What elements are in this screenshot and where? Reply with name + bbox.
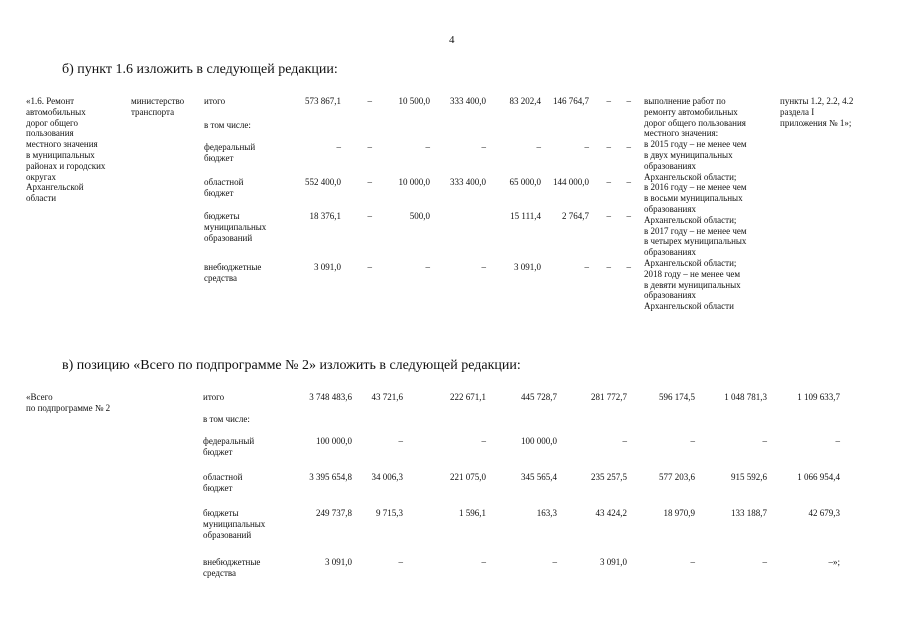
table1-reference: пункты 1.2, 2.2, 4.2: [780, 96, 854, 106]
table2-cell: 3 091,0: [600, 557, 627, 567]
table1-cell: –: [336, 142, 341, 152]
table2-cell: 222 671,1: [450, 392, 486, 402]
table2-cell: 3 395 654,8: [309, 472, 352, 482]
table1-result-text: Архангельской области;: [644, 258, 737, 268]
table1-row-label: муниципальных: [204, 221, 267, 232]
table1-cell: –: [425, 262, 430, 272]
table1-result-text: образованиях: [644, 290, 696, 301]
table1-cell: –: [367, 177, 372, 187]
table2-cell: –: [835, 436, 840, 446]
table2-cell: 249 737,8: [316, 508, 352, 518]
table1-cell: –: [626, 142, 631, 152]
table2-cell: 1 048 781,3: [724, 392, 767, 402]
table1-result-text: в 2015 году – не менее чем: [644, 139, 747, 150]
table1-cell: 15 111,4: [510, 211, 541, 221]
table1-cell: –: [584, 142, 589, 152]
table2-cell: 43 424,2: [595, 508, 627, 518]
table1-executor: транспорта: [131, 106, 175, 117]
table1-result-text: Архангельской области;: [644, 214, 737, 225]
table1-cell: –: [626, 262, 631, 272]
table1-result-text: в 2017 году – не менее чем: [644, 225, 747, 236]
table1-cell: –: [367, 262, 372, 272]
table2-row-label: средства: [203, 567, 237, 578]
table1-row-label: областной: [204, 177, 244, 187]
table1-item-name: в муниципальных: [26, 150, 95, 160]
table2-row-label: итого: [203, 392, 225, 402]
table1-result-text: в четырех муниципальных: [644, 236, 747, 247]
table1-cell: 146 764,7: [553, 96, 589, 106]
table1-cell: 18 376,1: [309, 211, 341, 221]
table2-cell: 163,3: [536, 508, 557, 518]
table2-cell: 281 772,7: [591, 392, 627, 402]
table2-row-label: бюджеты: [203, 508, 239, 518]
section-heading-v: в) позицию «Всего по подпрограмме № 2» изложить в следующей редакции:: [62, 358, 521, 373]
table1-result-text: в двух муниципальных: [644, 150, 733, 160]
table1-item-name: Архангельской: [26, 182, 84, 193]
table1-result-text: Архангельской области: [644, 301, 734, 312]
table1-row-label: бюджеты: [204, 211, 240, 221]
table1-row-label: внебюджетные: [204, 262, 262, 272]
table1-executor: министерство: [131, 96, 185, 106]
table2-cell: 100 000,0: [521, 436, 557, 446]
table2-row-label: бюджет: [203, 446, 233, 457]
table2-cell: 915 592,6: [731, 472, 767, 482]
table2-cell: 34 006,3: [371, 472, 403, 482]
table2-cell: 1 066 954,4: [797, 472, 840, 482]
table1-result-text: в восьми муниципальных: [644, 193, 743, 204]
table2-cell: –: [622, 436, 627, 446]
table1-result-text: образованиях: [644, 247, 696, 258]
table1-item-name: пользования: [26, 128, 74, 139]
table1-row-label: в том числе:: [204, 120, 251, 130]
table1-cell: –: [536, 142, 541, 152]
table2-row-label: образований: [203, 529, 252, 540]
table1-cell: 10 000,0: [398, 177, 430, 187]
table1-cell: –: [481, 262, 486, 272]
table1-cell: –: [584, 262, 589, 272]
table1-cell: 10 500,0: [398, 96, 430, 106]
table2-cell: 3 091,0: [325, 557, 352, 567]
table1-cell: –: [606, 262, 611, 272]
table1-cell: –: [626, 211, 631, 221]
table1-cell: –: [606, 177, 611, 187]
table1-cell: –: [481, 142, 486, 152]
table1-cell: 2 764,7: [562, 211, 589, 221]
table1-cell: –: [367, 96, 372, 106]
table1-cell: 573 867,1: [305, 96, 341, 106]
table1-cell: –: [425, 142, 430, 152]
table1-result-text: Архангельской области;: [644, 171, 737, 182]
table1-reference: раздела I: [780, 106, 815, 117]
table1-result-text: в 2016 году – не менее чем: [644, 182, 747, 193]
table1-result-text: дорог общего пользования: [644, 117, 746, 128]
table2-cell: 18 970,9: [663, 508, 695, 518]
table1-result-text: в девяти муниципальных: [644, 279, 741, 290]
table1-cell: 83 202,4: [509, 96, 541, 106]
table2-item-name: по подпрограмме № 2: [26, 402, 111, 413]
table1-reference: приложения № 1»;: [780, 117, 852, 128]
table2-cell: –: [762, 557, 767, 567]
table2-row-label: областной: [203, 472, 243, 482]
table2-cell: –»;: [828, 557, 840, 567]
table2-cell: –: [552, 557, 557, 567]
table2-cell: –: [690, 436, 695, 446]
table1-result-text: местного значения:: [644, 128, 719, 139]
table2-cell: 221 075,0: [450, 472, 486, 482]
table1-result-text: выполнение работ по: [644, 96, 726, 106]
table1-cell: 3 091,0: [514, 262, 541, 272]
table2-cell: 43 721,6: [371, 392, 403, 402]
table2-cell: 596 174,5: [659, 392, 695, 402]
table1-cell: 500,0: [409, 211, 430, 221]
table2-cell: 577 203,6: [659, 472, 695, 482]
table1-row-label: итого: [204, 96, 226, 106]
table1-cell: 333 400,0: [450, 177, 486, 187]
table2-cell: –: [762, 436, 767, 446]
table2-cell: 100 000,0: [316, 436, 352, 446]
table2-cell: –: [398, 557, 403, 567]
table1-row-label: образований: [204, 232, 253, 243]
table2-row-label: муниципальных: [203, 518, 266, 529]
table2-row-label: внебюджетные: [203, 557, 261, 567]
table2-cell: 1 596,1: [459, 508, 486, 518]
table1-cell: 144 000,0: [553, 177, 589, 187]
table2-row-label: бюджет: [203, 482, 233, 493]
table1-cell: –: [626, 96, 631, 106]
table2-cell: –: [690, 557, 695, 567]
table2-cell: –: [398, 436, 403, 446]
table1-result-text: 2018 году – не менее чем: [644, 268, 741, 279]
table1-result-text: образованиях: [644, 160, 696, 171]
table1-cell: –: [626, 177, 631, 187]
table2-row-label: в том числе:: [203, 414, 250, 424]
page-number: 4: [449, 34, 455, 46]
table1-row-label: бюджет: [204, 152, 234, 163]
table2-cell: –: [481, 436, 486, 446]
table1-row-label: средства: [204, 272, 238, 283]
table1-cell: –: [606, 211, 611, 221]
table2-cell: 3 748 483,6: [309, 392, 352, 402]
table2-cell: 235 257,5: [591, 472, 627, 482]
table1-item-name: «1.6. Ремонт: [26, 96, 75, 106]
table1-cell: –: [367, 142, 372, 152]
table1-result-text: ремонту автомобильных: [644, 106, 738, 117]
table2-cell: 9 715,3: [376, 508, 403, 518]
table2-cell: 133 188,7: [731, 508, 767, 518]
table1-cell: 65 000,0: [509, 177, 541, 187]
table1-cell: 3 091,0: [314, 262, 341, 272]
table1-item-name: области: [26, 193, 57, 204]
table1-row-label: федеральный: [204, 142, 256, 152]
table2-cell: 1 109 633,7: [797, 392, 840, 402]
table2-row-label: федеральный: [203, 436, 255, 446]
table1-row-label: бюджет: [204, 187, 234, 198]
table1-item-name: районах и городских: [26, 160, 106, 171]
table2-cell: 42 679,3: [808, 508, 840, 518]
table1-result-text: образованиях: [644, 204, 696, 214]
section-heading-b: б) пункт 1.6 изложить в следующей редакции:: [62, 62, 338, 77]
table1-item-name: местного значения: [26, 139, 98, 150]
table1-item-name: автомобильных: [26, 106, 86, 117]
table1-cell: 333 400,0: [450, 96, 486, 106]
table1-cell: –: [606, 142, 611, 152]
table2-cell: 345 565,4: [521, 472, 557, 482]
table2-cell: –: [481, 557, 486, 567]
table2-cell: 445 728,7: [521, 392, 557, 402]
table1-item-name: округах: [26, 171, 56, 182]
table1-cell: 552 400,0: [305, 177, 341, 187]
table1-cell: –: [606, 96, 611, 106]
table2-item-name: «Всего: [26, 392, 53, 402]
table1-cell: –: [367, 211, 372, 221]
table1-item-name: дорог общего: [26, 117, 78, 128]
